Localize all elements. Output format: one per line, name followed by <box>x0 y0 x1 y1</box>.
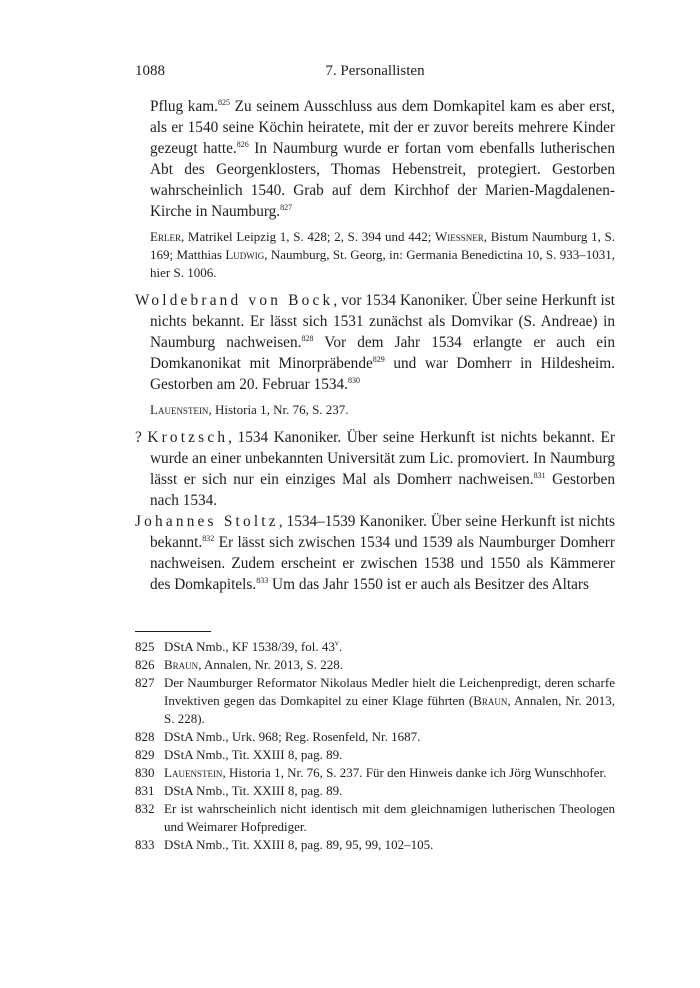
footnote-ref[interactable]: 828 <box>301 333 314 343</box>
footnote-number: 827 <box>135 675 155 690</box>
text-run: Gestorben nach 1534. <box>150 471 615 509</box>
footnote <box>135 782 615 800</box>
footnote-ref[interactable]: 829 <box>372 354 385 364</box>
person-entry-stoltz <box>135 511 615 595</box>
source-citation <box>135 228 615 282</box>
footnote-ref[interactable]: 831 <box>533 470 546 480</box>
source-citation <box>135 401 615 419</box>
footnote <box>135 764 615 782</box>
footnote-number: 833 <box>135 837 155 852</box>
text-run: , Annalen, Nr. 2013, S. 228. <box>198 657 343 672</box>
text-run: . <box>338 639 343 654</box>
text-run: Um das Jahr 1550 ist er auch als Besitzer des Altars <box>268 576 589 593</box>
main-text <box>135 96 615 595</box>
footnotes <box>135 638 615 854</box>
text-run: Pflug kam. <box>150 98 218 115</box>
continuation-paragraph <box>135 96 615 222</box>
footnote-divider <box>135 631 211 632</box>
author-name: Ludwig <box>225 247 265 262</box>
footnote-ref[interactable]: 832 <box>202 533 215 543</box>
footnote <box>135 800 615 836</box>
footnote <box>135 656 615 674</box>
footnote-number: 830 <box>135 765 155 780</box>
author-name: Erler <box>150 229 181 244</box>
text-run: Zu seinem Ausschluss aus dem Domkapitel kam es aber erst, als er 1540 seine Köchin heiratete, mit der er zuvor bereits mehrere Kinder gezeugt hatte. <box>150 98 615 157</box>
footnote-text: DStA Nmb., Tit. XXIII 8, pag. 89, 95, 99, 102–105. <box>164 837 434 852</box>
text-run: Er lässt sich zwischen 1534 und 1539 als Naumburger Domherr nachweisen. Zudem erscheint er zwischen 1538 und 1550 als Kämmerer des Domkapitels. <box>150 534 615 593</box>
person-entry-krotzsch <box>135 427 615 511</box>
footnote-ref[interactable]: 827 <box>280 202 293 212</box>
text-run: , Historia 1, Nr. 76, S. 237. <box>208 402 349 417</box>
person-name: Krotzsch <box>147 429 229 446</box>
footnote <box>135 674 615 728</box>
superscript: v <box>334 638 339 648</box>
text-run: DStA Nmb., KF 1538/39, fol. 43 <box>164 639 335 654</box>
text-run: , Annalen, Nr. 2013, S. 228). <box>164 693 615 726</box>
footnote-text: DStA Nmb., Tit. XXIII 8, pag. 89. <box>164 783 343 798</box>
footnote-number: 832 <box>135 801 155 816</box>
footnote-ref[interactable]: 830 <box>347 375 360 385</box>
author-name: Lauenstein <box>164 765 223 780</box>
footnote-number: 826 <box>135 657 155 672</box>
text-run: , vor 1534 Kanoniker. Über seine Herkunft ist nichts bekannt. Er lässt sich 1531 zunächst als Domvikar (S. Andreae) in Naumburg nachweisen. <box>150 292 615 351</box>
author-name: Braun <box>473 693 508 708</box>
footnote-number: 829 <box>135 747 155 762</box>
text-run: In Naumburg wurde er fortan vom ebenfalls lutherischen Abt des Georgenklosters, Thomas Hebenstreit, protegiert. Gestorben wahrscheinlich 1540. Grab auf dem Kirchhof der Marien-Magdalenen-Kirche in Naumburg. <box>150 140 615 220</box>
text-run: , Matrikel Leipzig 1, S. 428; 2, S. 394 und 442; <box>180 229 436 244</box>
author-name: Wiessner <box>435 229 484 244</box>
footnote-number: 828 <box>135 729 155 744</box>
text-run: , Bistum Naumburg 1, S. 169; Matthias <box>150 229 615 262</box>
footnote-ref[interactable]: 826 <box>236 139 249 149</box>
text-run: , Historia 1, Nr. 76, S. 237. Für den Hinweis danke ich Jörg Wunschhofer. <box>222 765 607 780</box>
page-number: 1088 <box>135 63 165 79</box>
footnote-ref[interactable]: 825 <box>217 97 230 107</box>
footnote <box>135 638 615 656</box>
footnote <box>135 836 615 854</box>
author-name: Lauenstein <box>150 402 209 417</box>
footnote-number: 831 <box>135 783 155 798</box>
footnote-text: DStA Nmb., Urk. 968; Reg. Rosenfeld, Nr. 1687. <box>164 729 421 744</box>
uncertain-marker: ? <box>135 429 148 446</box>
footnote-text: Er ist wahrscheinlich nicht identisch mit dem gleichnamigen lutherischen Theologen und Weimarer Hofprediger. <box>164 801 615 834</box>
footnote-text: DStA Nmb., Tit. XXIII 8, pag. 89. <box>164 747 343 762</box>
footnote-ref[interactable]: 833 <box>256 575 269 585</box>
running-title: 7. Personallisten <box>325 63 425 79</box>
text-run: und war Domherr in Hildesheim. Gestorben am 20. Februar 1534. <box>150 355 615 393</box>
text-run: , 1534–1539 Kanoniker. Über seine Herkunft ist nichts bekannt. <box>150 513 615 551</box>
footnote-number: 825 <box>135 639 155 654</box>
footnote <box>135 746 615 764</box>
footnote <box>135 728 615 746</box>
author-name: Braun <box>164 657 199 672</box>
text-run: , Naumburg, St. Georg, in: Germania Benedictina 10, S. 933–1031, hier S. 1006. <box>150 247 615 280</box>
person-entry-bock <box>135 290 615 395</box>
person-name: Woldebrand von Bock <box>135 292 334 309</box>
person-name: Johannes Stoltz <box>135 513 279 530</box>
text-run: Der Naumburger Reformator Nikolaus Medler hielt die Leichenpredigt, deren scharfe Invektiven gegen das Domkapitel zu einer Klage führten ( <box>164 675 615 708</box>
text-run: , 1534 Kanoniker. Über seine Herkunft ist nichts bekannt. Er wurde an einer unbekannten Universität zum Lic. promoviert. In Naumburg lässt er sich nur ein einziges Mal als Domherr nachweisen. <box>150 429 615 488</box>
text-run: Vor dem Jahr 1534 erlangte er auch ein Domkanonikat mit Minorpräbende <box>150 334 615 372</box>
